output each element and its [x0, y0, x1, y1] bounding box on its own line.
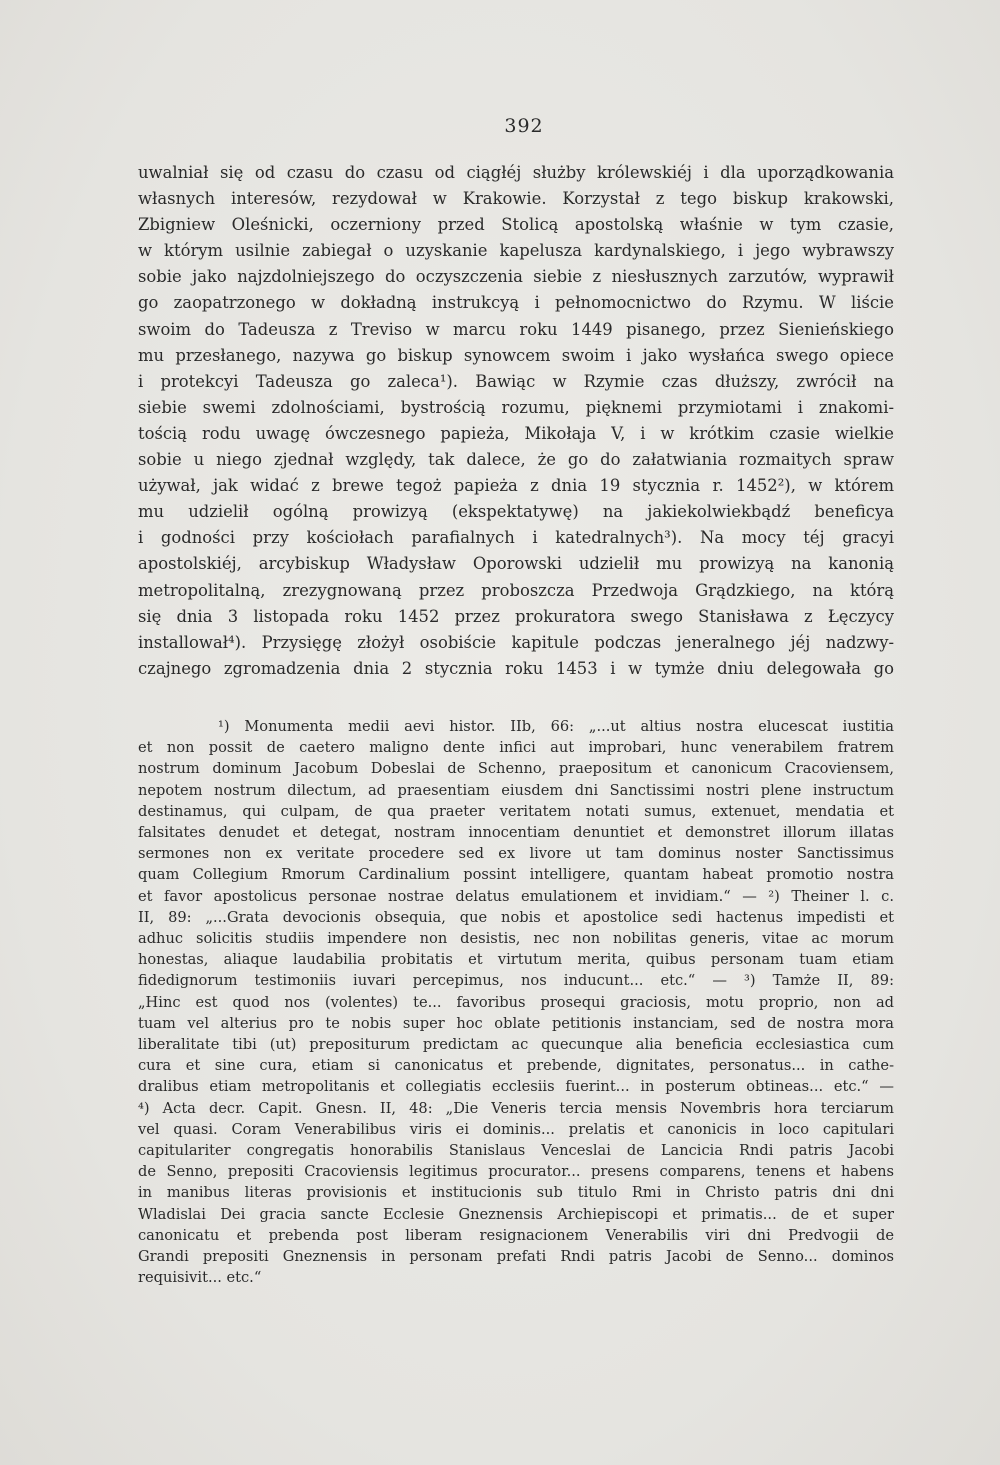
body-line: swoim do Tadeusza z Treviso w marcu roku 1449 pisanego, przez Sienieńskiego — [138, 319, 894, 339]
body-line: uwalniał się od czasu do czasu od ciągłéj służby królewskiéj i dla uporządkowania — [138, 163, 894, 182]
footnote-line: nostrum dominum Jacobum Dobeslai de Schenno, praepositum et canonicum Cracoviensem, — [138, 760, 894, 778]
footnote-line: quam Collegium Rmorum Cardinalium possint intelligere, quantam habeat promotio nostra — [138, 866, 894, 884]
body-line: Zbigniew Oleśnicki, oczerniony przed Stolicą apostolską właśnie w tym czasie, — [138, 215, 894, 235]
body-line: go zaopatrzonego w dokładną instrukcyą i pełnomocnictwo do Rzymu. W liście — [138, 293, 894, 313]
body-line: się dnia 3 listopada roku 1452 przez prokuratora swego Stanisława z Łęczycy — [138, 606, 894, 626]
body-line: installował⁴). Przysięgę złożył osobiście kapitule podczas jeneralnego jéj nadzwy- — [138, 632, 894, 652]
body-line: mu udzielił ogólną prowizyą (ekspektatywę) na jakiekolwiekbądź beneficya — [138, 502, 894, 522]
body-line: w którym usilnie zabiegał o uzyskanie kapelusza kardynalskiego, i jego wybrawszy — [138, 241, 894, 261]
body-line: czajnego zgromadzenia dnia 2 stycznia roku 1453 i w tymże dniu delegowała go — [138, 658, 894, 678]
footnote-line: capitulariter congregatis honorabilis Stanislaus Venceslai de Lancicia Rndi patris Jacobi — [138, 1142, 894, 1160]
body-line: i godności przy kościołach parafialnych i katedralnych³). Na mocy téj gracyi — [138, 528, 894, 548]
body-line: i protekcyi Tadeusza go zaleca¹). Bawiąc w Rzymie czas dłuższy, zwrócił na — [138, 371, 894, 391]
footnote-line: sermones non ex veritate procedere sed ex livore ut tam dominus noster Sanctissimus — [138, 845, 894, 863]
footnote-line: vel quasi. Coram Venerabilibus viris ei dominis... prelatis et canonicis in loco capitulari — [138, 1120, 894, 1138]
footnote-line: „Hinc est quod nos (volentes) te... favoribus prosequi graciosis, motu proprio, non ad — [138, 993, 894, 1011]
footnote-line: canonicatu et prebenda post liberam resignacionem Venerabilis viri dni Predvogii de — [138, 1226, 894, 1244]
footnote-line: fidedignorum testimoniis iuvari percepimus, nos inducunt... etc.“ — ³) Tamże II, 89: — [138, 972, 894, 990]
body-line: metropolitalną, zrezygnowaną przez proboszcza Przedwoja Grądzkiego, na którą — [138, 580, 894, 600]
footnote-line: et favor apostolicus personae nostrae delatus emulationem et invidiam.“ — ²) Theiner l. c. — [138, 887, 894, 905]
body-line: sobie jako najzdolniejszego do oczyszczenia siebie z niesłusznych zarzutów, wyprawił — [138, 267, 894, 287]
footnote-line: adhuc solicitis studiis impendere non desistis, nec non nobilitas generis, vitae ac morum — [138, 930, 894, 948]
footnote-line: tuam vel alterius pro te nobis super hoc oblate petitionis instanciam, sed de nostra mora — [138, 1014, 894, 1032]
footnote-line: destinamus, qui culpam, de qua praeter veritatem notati sumus, extenuet, mendatia et — [138, 802, 894, 820]
body-line: sobie u niego zjednał względy, tak dalece, że go do załatwiania rozmaitych spraw — [138, 450, 894, 470]
footnote-line: ⁴) Acta decr. Capit. Gnesn. II, 48: „Die Veneris tercia mensis Novembris hora terciarum — [138, 1099, 894, 1117]
footnotes — [138, 716, 894, 1288]
footnote-line: in manibus literas provisionis et institucionis sub titulo Rmi in Christo patris dni dni — [138, 1184, 894, 1202]
footnote-line: et non possit de caetero maligno dente infici aut improbari, hunc venerabilem fratrem — [138, 739, 894, 757]
body-line: własnych interesów, rezydował w Krakowie. Korzystał z tego biskup krakowski, — [138, 189, 894, 209]
body-text — [138, 160, 894, 682]
footnote-line: liberalitate tibi (ut) prepositurum predictam ac quecunque alia beneficia ecclesiastica cum — [138, 1036, 894, 1054]
body-line: mu przesłanego, nazywa go biskup synowcem swoim i jako wysłańca swego opiece — [138, 345, 894, 365]
body-line: siebie swemi zdolnościami, bystrością rozumu, pięknemi przymiotami i znakomi- — [138, 397, 894, 417]
footnote-line: Grandi prepositi Gneznensis in personam prefati Rndi patris Jacobi de Senno... dominos — [138, 1248, 894, 1266]
footnote-line: cura et sine cura, etiam si canonicatus et prebende, dignitates, personatus... in cathe- — [138, 1057, 894, 1075]
page-number: 392 — [504, 115, 544, 137]
footnote-line: ¹) Monumenta medii aevi histor. IIb, 66: „...ut altius nostra elucescat iustitia — [218, 718, 894, 735]
body-line: używał, jak widać z brewe tegoż papieża z dnia 19 stycznia r. 1452²), w którem — [138, 476, 894, 496]
body-line: tością rodu uwagę ówczesnego papieża, Mikołaja V, i w krótkim czasie wielkie — [138, 423, 894, 443]
footnote-line: de Senno, prepositi Cracoviensis legitimus procurator... presens comparens, tenens et habens — [138, 1163, 894, 1181]
footnote-line: dralibus etiam metropolitanis et collegiatis ecclesiis fuerint... in posterum obtineas... etc.“ — — [138, 1078, 894, 1096]
footnote-line: falsitates denudet et detegat, nostram innocentiam denuntiet et demonstret illorum illatas — [138, 824, 894, 842]
footnote-line: Wladislai Dei gracia sancte Ecclesie Gneznensis Archiepiscopi et primatis... de et super — [138, 1205, 894, 1223]
footnote-line: honestas, aliaque laudabilia probitatis et virtutum merita, quibus personam tuam etiam — [138, 951, 894, 969]
body-line: apostolskiéj, arcybiskup Władysław Oporowski udzielił mu prowizyą na kanonią — [138, 554, 894, 574]
footnote-line: II, 89: „...Grata devocionis obsequia, que nobis et apostolice sedi hactenus impedisti et — [138, 908, 894, 926]
footnote-line: nepotem nostrum dilectum, ad praesentiam eiusdem dni Sanctissimi nostri plene instructum — [138, 781, 894, 799]
footnote-line: requisivit... etc.“ — [138, 1269, 262, 1287]
